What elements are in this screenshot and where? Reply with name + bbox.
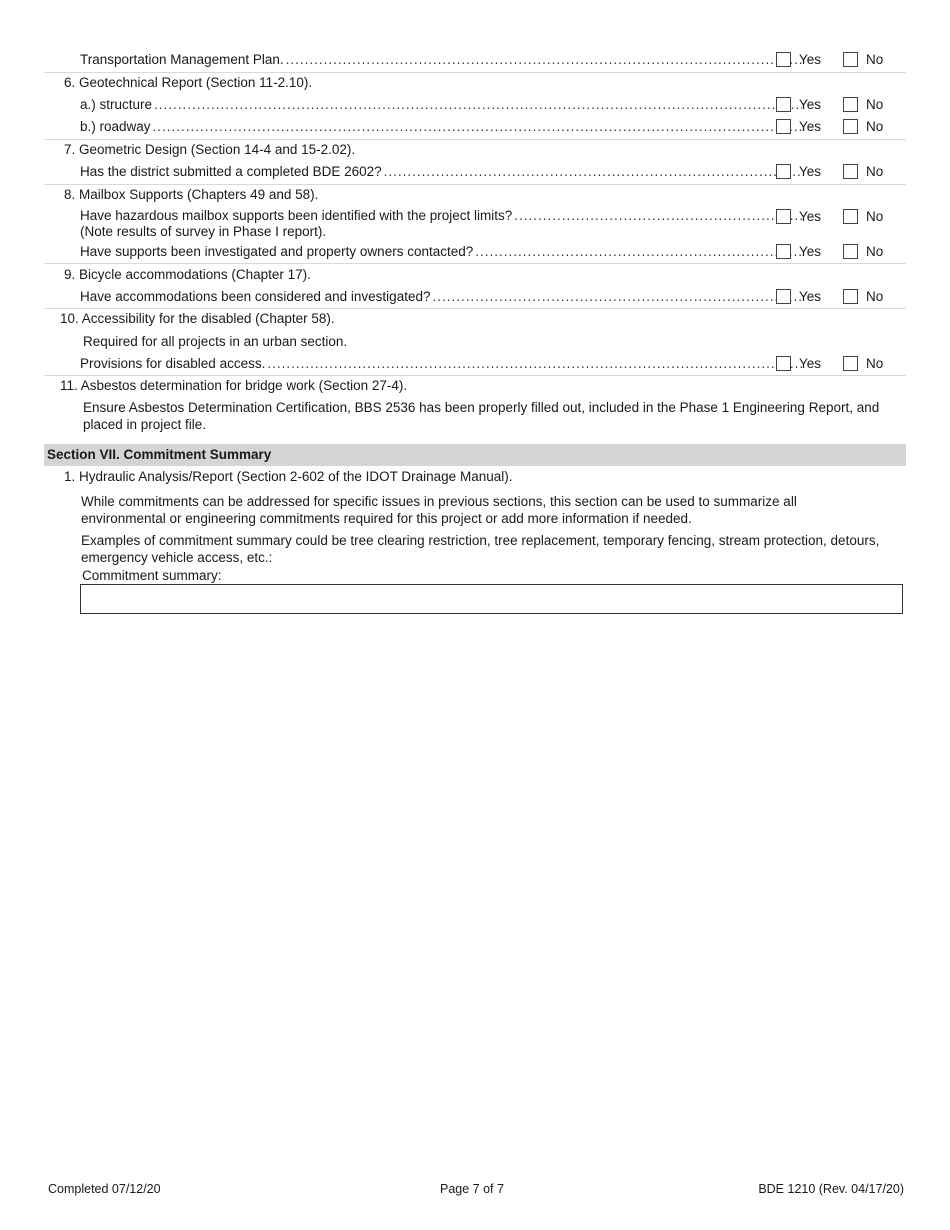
bicycle-accommodations-label: Have accommodations been considered and investigated? .....	[80, 289, 802, 304]
asbestos-heading: 11. Asbestos determination for bridge work (Section 27-4).	[60, 378, 408, 393]
tmp-yes-checkbox[interactable]: Yes	[776, 52, 821, 67]
structure-label: a.) structure .....	[80, 97, 802, 112]
roadway-yes-checkbox[interactable]: Yes	[776, 119, 821, 134]
bde2602-label: Has the district submitted a completed BDE 2602? .....	[80, 164, 802, 179]
commitment-intro-text: While commitments can be addressed for specific issues in previous sections, this section can be used to summarize all environmental or engineering commitments required for this project or add more information if needed.	[81, 494, 797, 526]
bicycle-no-checkbox[interactable]: No	[843, 289, 883, 304]
disabled-access-label: Provisions for disabled access. .....	[80, 356, 802, 371]
accessibility-heading: 10. Accessibility for the disabled (Chapter 58).	[60, 311, 335, 326]
bicycle-yes-checkbox[interactable]: Yes	[776, 289, 821, 304]
bde2602-yes-checkbox[interactable]: Yes	[776, 164, 821, 179]
hazardous-mailbox-no-checkbox[interactable]: No	[843, 209, 883, 224]
geotechnical-heading: 6. Geotechnical Report (Section 11-2.10).	[64, 75, 313, 90]
bicycle-heading: 9. Bicycle accommodations (Chapter 17).	[64, 267, 311, 282]
tmp-label: Transportation Management Plan. .....	[80, 52, 802, 67]
roadway-label: b.) roadway .....	[80, 119, 802, 134]
mailbox-note: (Note results of survey in Phase I report).	[80, 224, 327, 239]
mailbox-heading: 8. Mailbox Supports (Chapters 49 and 58).	[64, 187, 319, 202]
hydraulic-item: 1. Hydraulic Analysis/Report (Section 2-602 of the IDOT Drainage Manual).	[64, 469, 513, 484]
tmp-no-checkbox[interactable]: No	[843, 52, 883, 67]
asbestos-text: Ensure Asbestos Determination Certification, BBS 2536 has been properly filled out, included in the Phase 1 Engineering Report, and placed in project file.	[83, 400, 880, 432]
commitment-examples-text: Examples of commitment summary could be tree clearing restriction, tree replacement, temporary fencing, stream protection, detours, emergency vehicle access, etc.:	[81, 533, 880, 565]
hazardous-mailbox-label: Have hazardous mailbox supports been identified with the project limits? .....	[80, 208, 802, 223]
footer-completed-date: Completed 07/12/20	[48, 1182, 161, 1196]
disabled-access-yes-checkbox[interactable]: Yes	[776, 356, 821, 371]
structure-no-checkbox[interactable]: No	[843, 97, 883, 112]
footer-page-number: Page 7 of 7	[440, 1182, 504, 1196]
bde2602-no-checkbox[interactable]: No	[843, 164, 883, 179]
disabled-access-no-checkbox[interactable]: No	[843, 356, 883, 371]
geometric-heading: 7. Geometric Design (Section 14-4 and 15-2.02).	[64, 142, 356, 157]
section-vii-heading: Section VII. Commitment Summary	[44, 444, 906, 466]
commitment-summary-label: Commitment summary:	[82, 568, 222, 583]
hazardous-mailbox-yes-checkbox[interactable]: Yes	[776, 209, 821, 224]
supports-investigated-label: Have supports been investigated and property owners contacted? .....	[80, 244, 802, 259]
commitment-summary-field[interactable]	[80, 584, 903, 614]
footer-form-number: BDE 1210 (Rev. 04/17/20)	[758, 1182, 904, 1196]
roadway-no-checkbox[interactable]: No	[843, 119, 883, 134]
urban-section-text: Required for all projects in an urban section.	[83, 334, 348, 349]
supports-yes-checkbox[interactable]: Yes	[776, 244, 821, 259]
structure-yes-checkbox[interactable]: Yes	[776, 97, 821, 112]
supports-no-checkbox[interactable]: No	[843, 244, 883, 259]
